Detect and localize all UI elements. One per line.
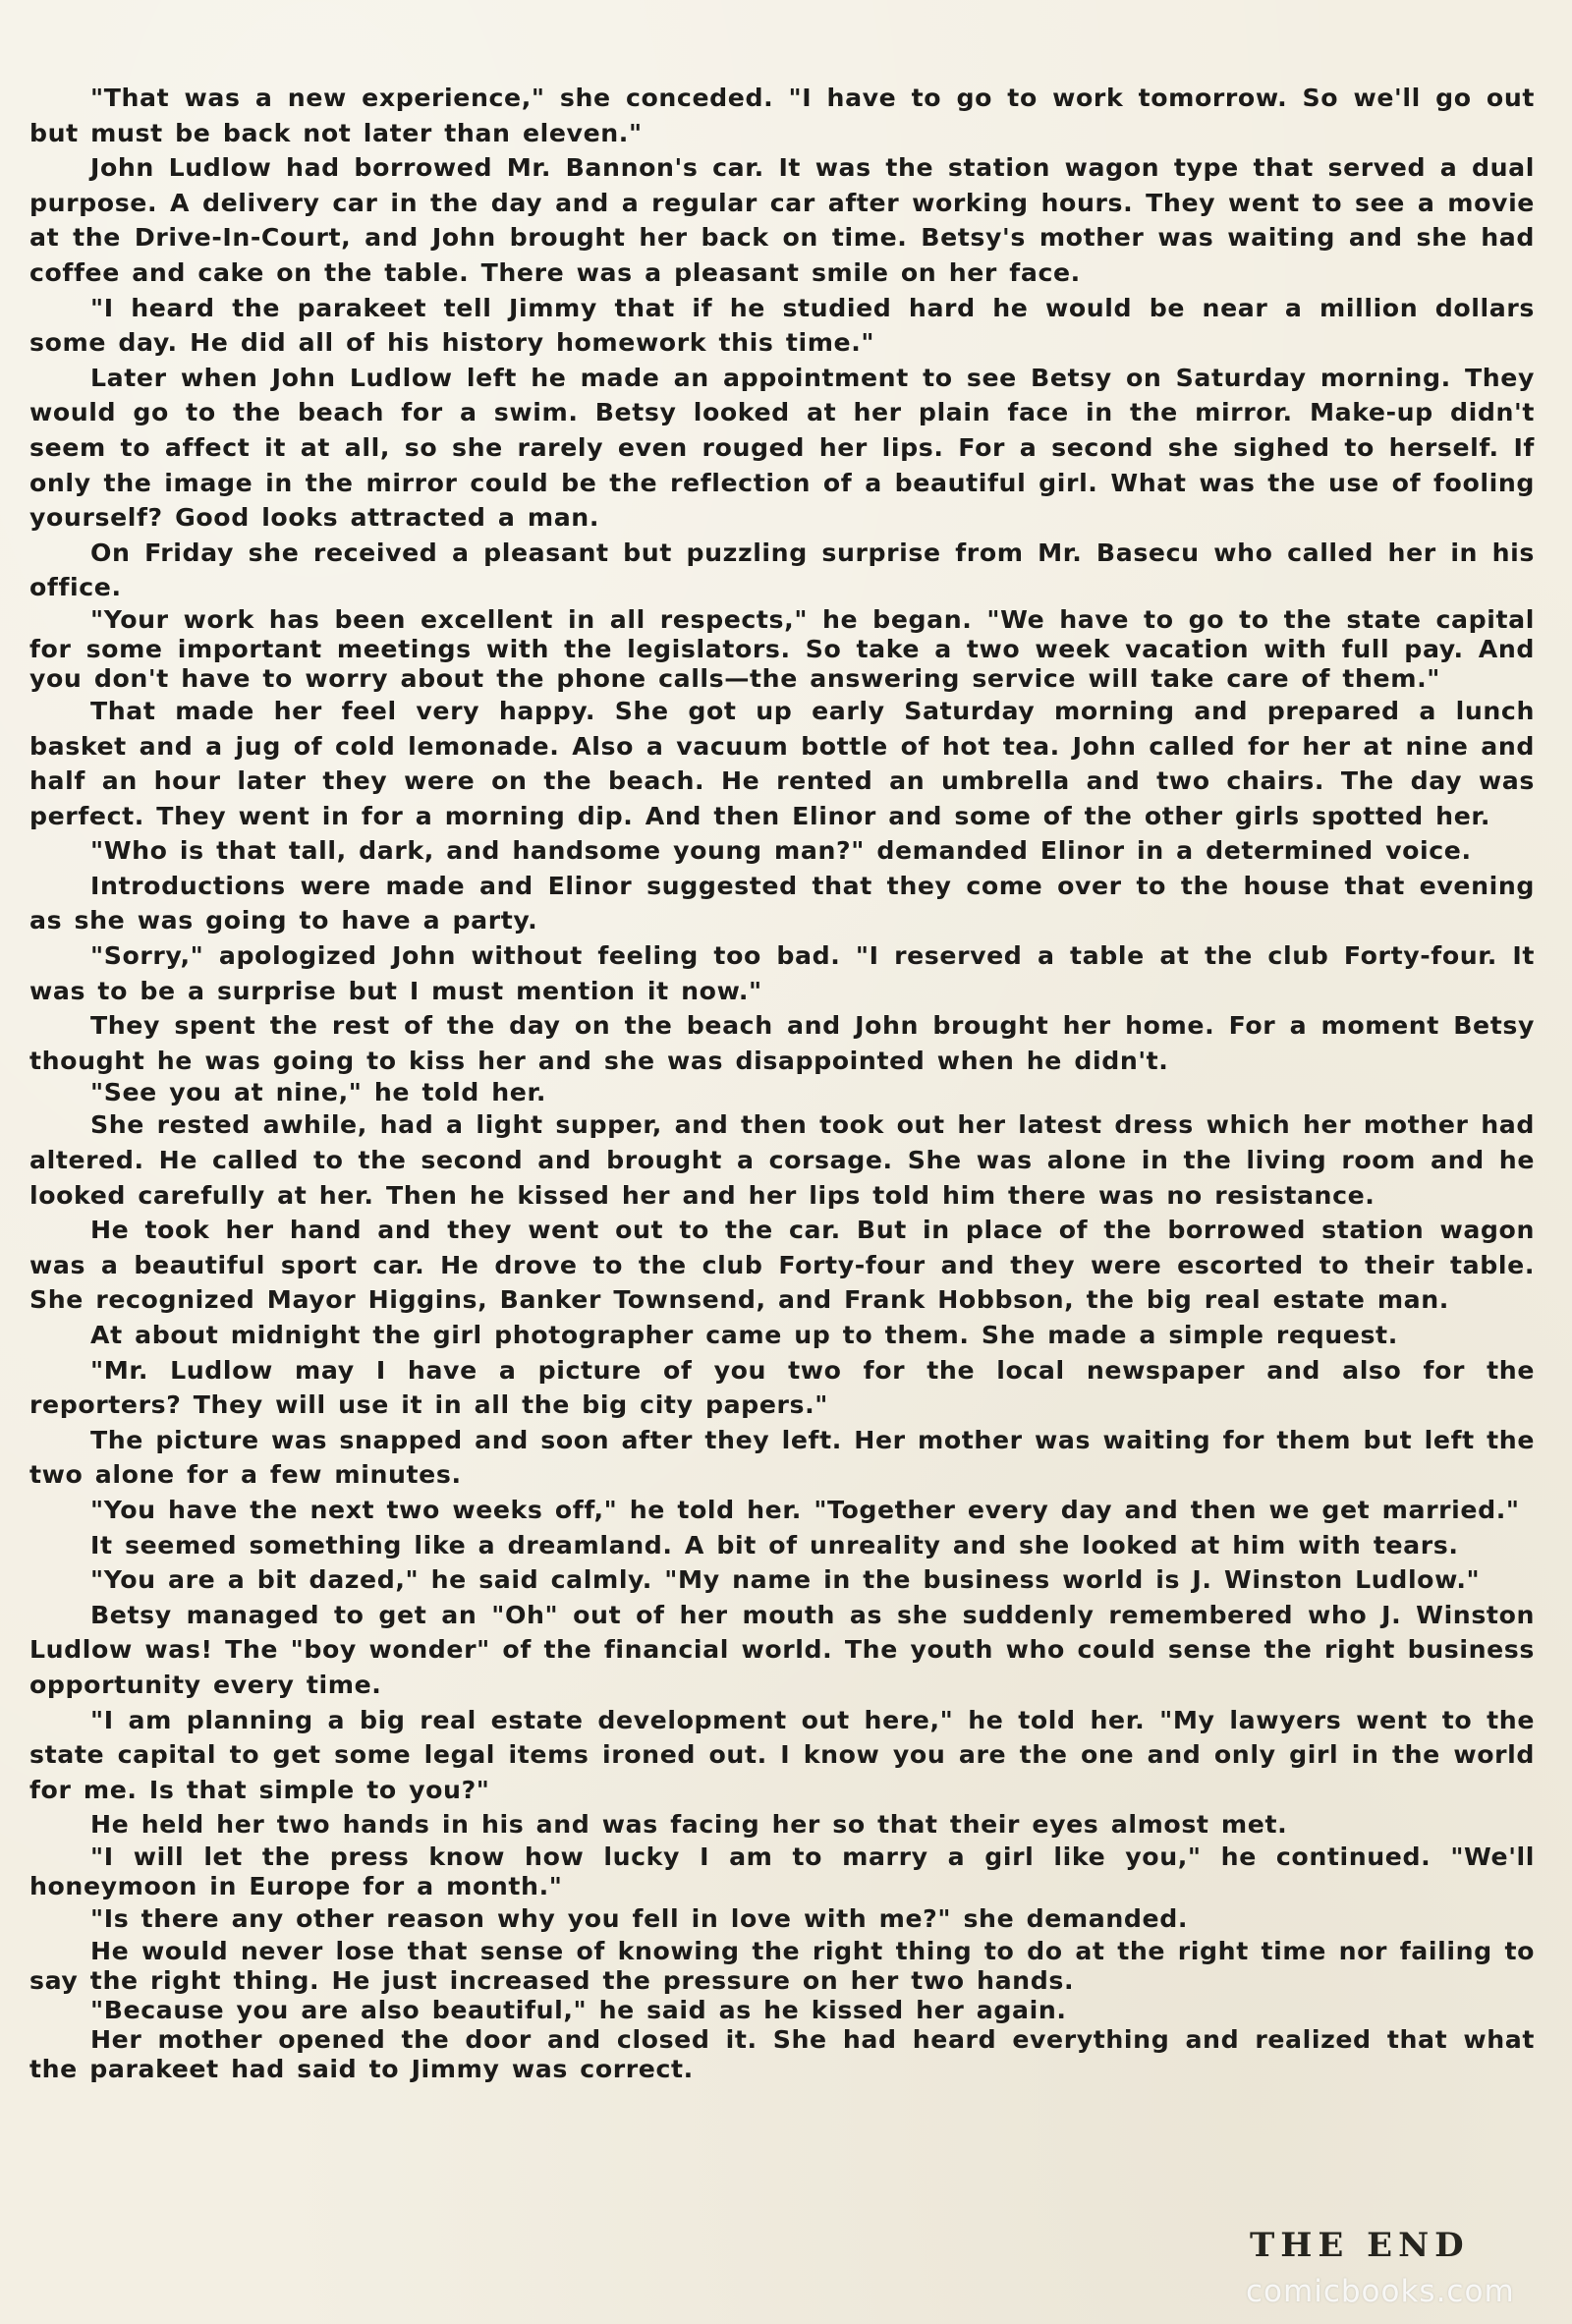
paragraph: "You are a bit dazed," he said calmly. "My name in the business world is J. Winston Ludlow." — [90, 1565, 1481, 1595]
paragraph: It seemed something like a dreamland. A bit of unreality and she looked at him with tears. — [90, 1530, 1459, 1559]
paragraph: "That was a new experience," she conceded. "I have to go to work tomorrow. So we'll go out but must be back not later than eleven." — [29, 84, 1535, 147]
paragraph: "You have the next two weeks off," he told her. "Together every day and then we get married." — [90, 1495, 1520, 1524]
paragraph: "Your work has been excellent in all respects," he began. "We have to go to the state capital for some important meetings with the legislators. So take a two week vacation with full pay. And you don't have to worry about the phone calls—the answering service will take care of them." — [29, 604, 1535, 693]
paragraph: The picture was snapped and soon after they left. Her mother was waiting for them but left the two alone for a few minutes. — [29, 1425, 1535, 1490]
paragraph: He would never lose that sense of knowing the right thing to do at the right time nor failing to say the right thing. He just increased the pressure on her two hands. — [29, 1936, 1535, 1995]
paragraph: They spent the rest of the day on the beach and John brought her home. For a moment Betsy thought he was going to kiss her and she was disappointed when he didn't. — [29, 1011, 1535, 1075]
paragraph: Betsy managed to get an "Oh" out of her mouth as she suddenly remembered who J. Winston Ludlow was! The "boy wonder" of the financial world. The youth who could sense the right business opportunity every time. — [29, 1600, 1535, 1699]
paragraph: "See you at nine," he told her. — [90, 1078, 547, 1107]
paragraph: "Is there any other reason why you fell in love with me?" she demanded. — [90, 1903, 1189, 1933]
paragraph: Later when John Ludlow left he made an appointment to see Betsy on Saturday morning. They would go to the beach for a swim. Betsy looked at her plain face in the mirror. Make-up didn't seem to affect it at all, so she rarely even rouged her lips. For a second she sighed to herself. If only the image in the mirror could be the reflection of a beautiful girl. What was the use of fooling yourself? Good looks attracted a man. — [29, 363, 1535, 533]
paragraph: On Friday she received a pleasant but puzzling surprise from Mr. Basecu who called her in his office. — [29, 538, 1535, 602]
the-end-label: THE END — [1250, 2226, 1470, 2265]
paragraph: "I will let the press know how lucky I am to marry a girl like you," he continued. "We'll honeymoon in Europe for a month." — [29, 1842, 1535, 1900]
paragraph: "Mr. Ludlow may I have a picture of you two for the local newspaper and also for the reporters? They will use it in all the big city papers." — [29, 1355, 1535, 1420]
paragraph: Introductions were made and Elinor suggested that they come over to the house that evening as she was going to have a party. — [29, 871, 1535, 935]
paragraph: She rested awhile, had a light supper, and then took out her latest dress which her mother had altered. He called to the second and brought a corsage. She was alone in the living room and he looked carefully at her. Then he kissed her and her lips told him there was no resistance. — [29, 1110, 1535, 1210]
paragraph: John Ludlow had borrowed Mr. Bannon's car. It was the station wagon type that served a dual purpose. A delivery car in the day and a regular car after working hours. They went to see a movie at the Drive-In-Court, and John brought her back on time. Betsy's mother was waiting and she had coffee and cake on the table. There was a pleasant smile on her face. — [29, 153, 1535, 287]
paragraph: "I am planning a big real estate development out here," he told her. "My lawyers went to the state capital to get some legal items ironed out. I know you are the one and only girl in the world for me. Is that simple to you?" — [29, 1705, 1535, 1804]
paragraph: That made her feel very happy. She got up early Saturday morning and prepared a lunch basket and a jug of cold lemonade. Also a vacuum bottle of hot tea. John called for her at nine and half an hour later they were on the beach. He rented an umbrella and two chairs. The day was perfect. They went in for a morning dip. And then Elinor and some of the other girls spotted her. — [29, 696, 1535, 830]
story-text — [29, 81, 1535, 2084]
paragraph: "Because you are also beautiful," he said as he kissed her again. — [90, 1995, 1067, 2024]
paragraph: "I heard the parakeet tell Jimmy that if he studied hard he would be near a million dollars some day. He did all of his history homework this time." — [29, 293, 1535, 358]
paragraph: At about midnight the girl photographer came up to them. She made a simple request. — [90, 1321, 1398, 1349]
paragraph: Her mother opened the door and closed it. She had heard everything and realized that what the parakeet had said to Jimmy was correct. — [29, 2024, 1535, 2083]
site-watermark: comicbooks.com — [1246, 2274, 1515, 2309]
paragraph: "Who is that tall, dark, and handsome young man?" demanded Elinor in a determined voice. — [90, 836, 1472, 866]
paragraph: He took her hand and they went out to the car. But in place of the borrowed station wagon was a beautiful sport car. He drove to the club Forty-four and they were escorted to their table. She recognized Mayor Higgins, Banker Townsend, and Frank Hobbson, the big real estate man. — [29, 1216, 1535, 1315]
paragraph: He held her two hands in his and was facing her so that their eyes almost met. — [90, 1810, 1288, 1840]
paragraph: "Sorry," apologized John without feeling too bad. "I reserved a table at the club Forty-four. It was to be a surprise but I must mention it now." — [29, 941, 1535, 1005]
